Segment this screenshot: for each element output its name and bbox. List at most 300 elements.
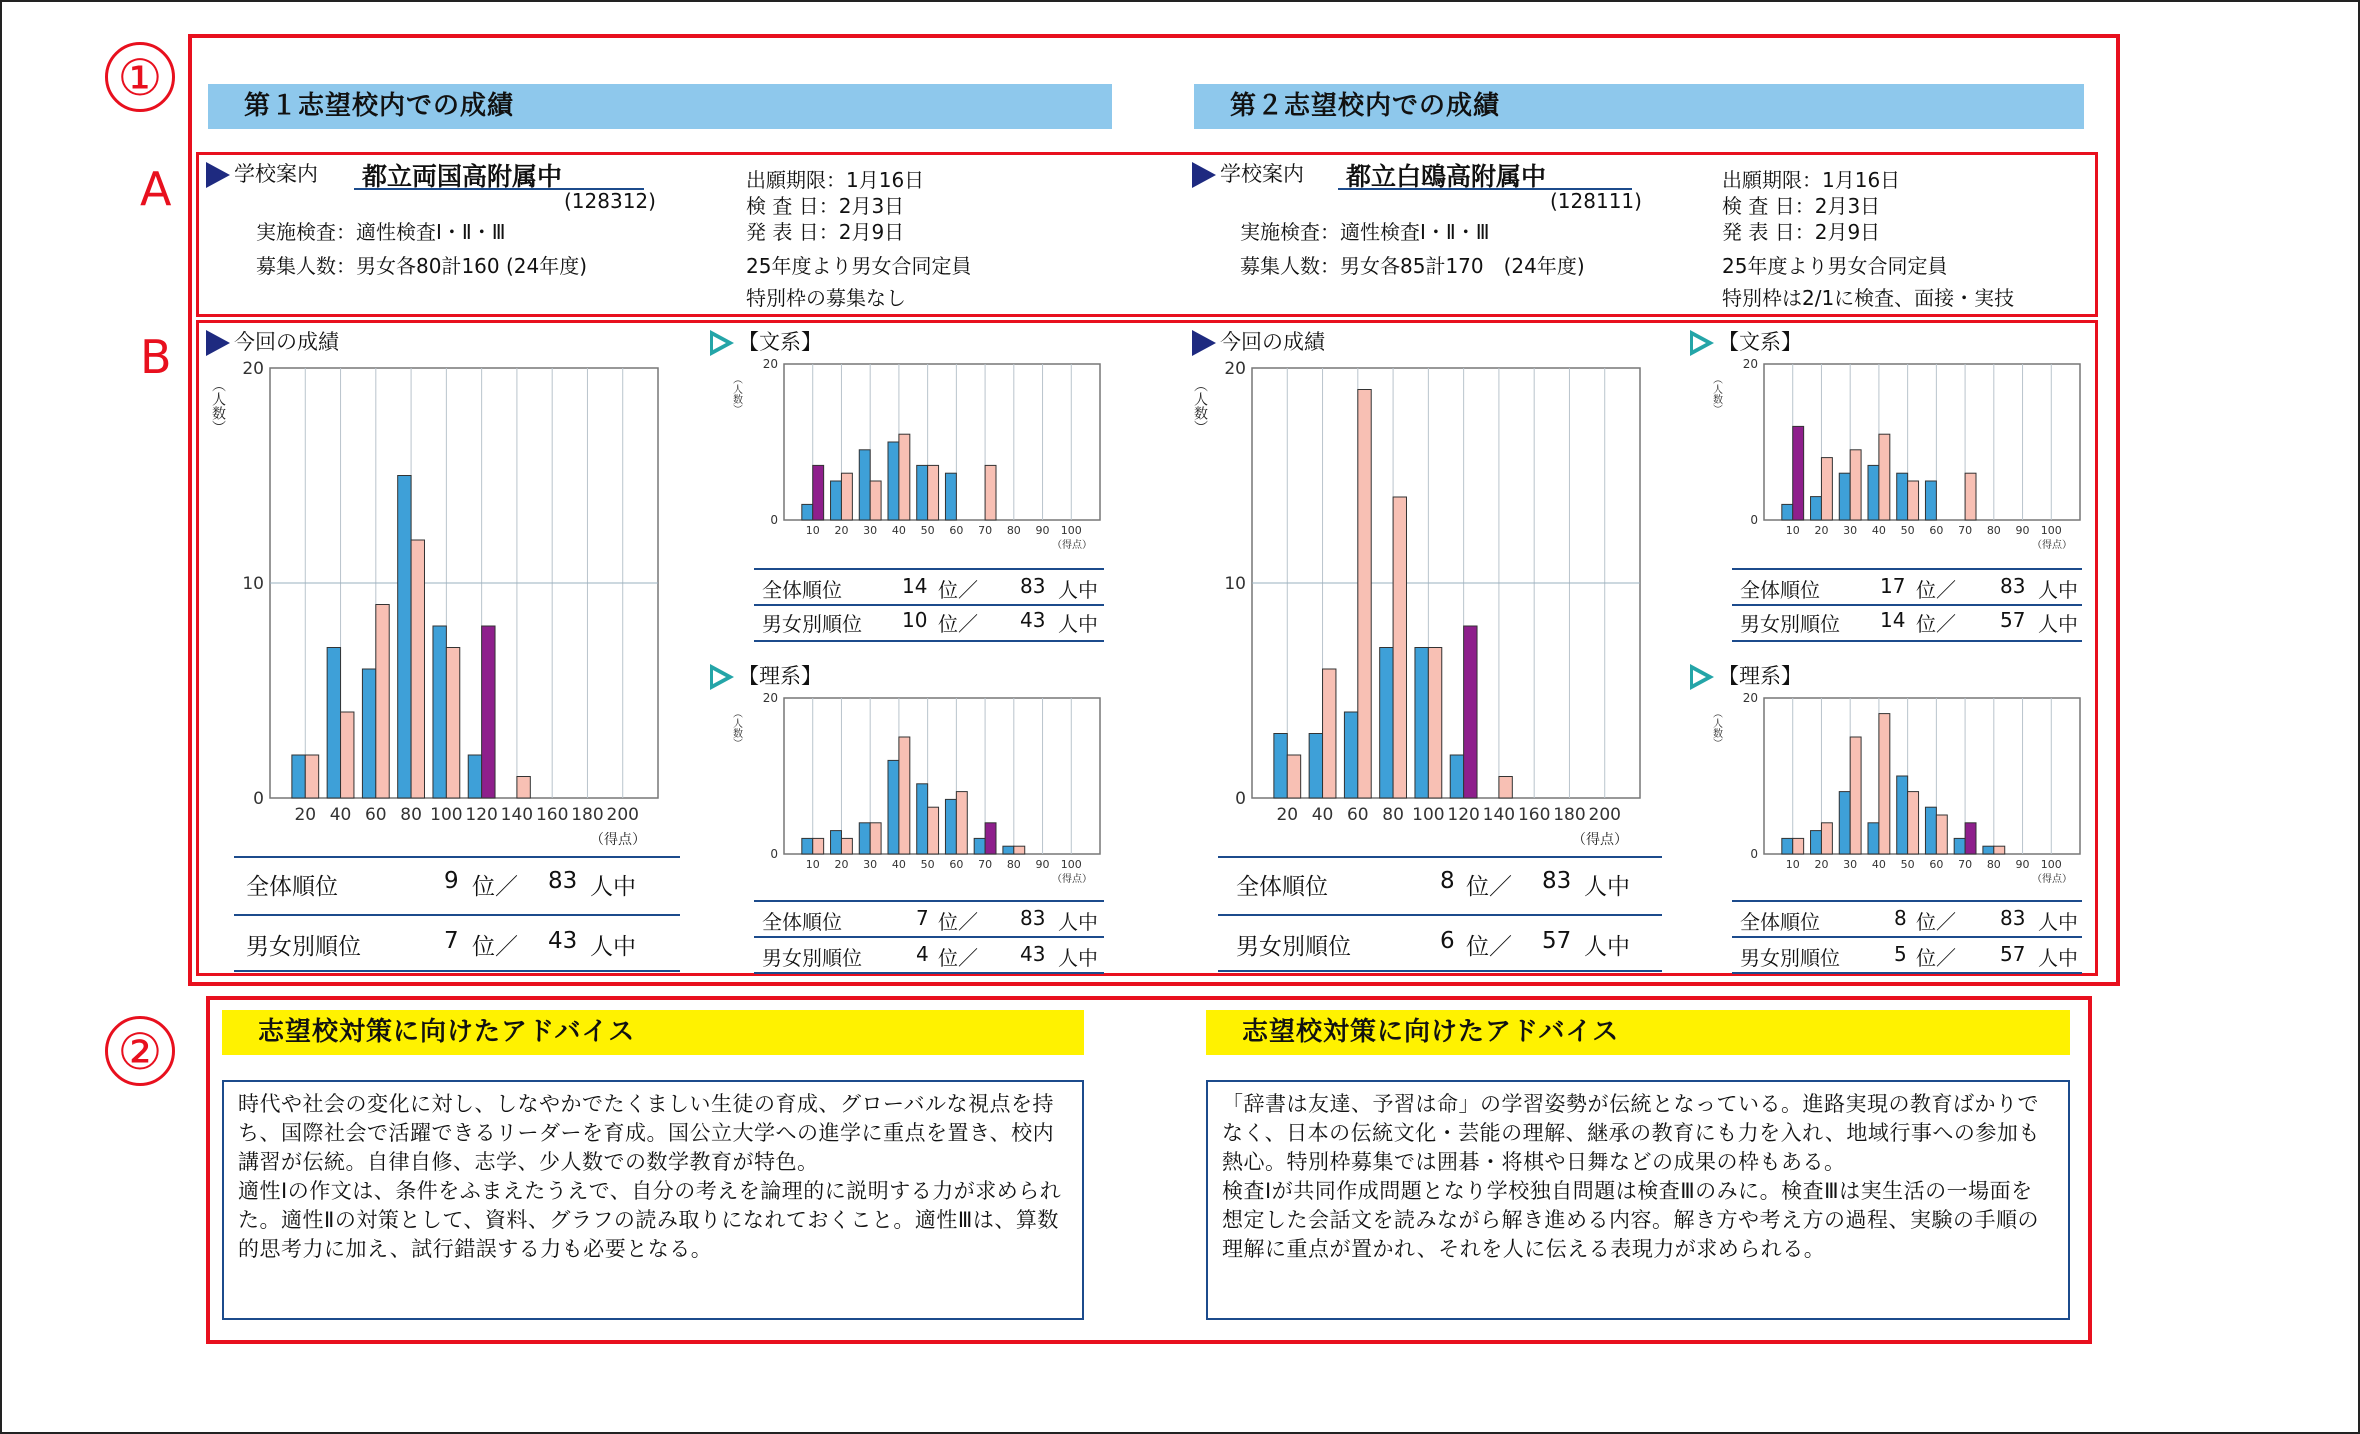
bar-pink xyxy=(1850,737,1861,854)
rank-suffix: 人中 xyxy=(1584,874,1630,900)
x-tick-label: 200 xyxy=(1588,805,1621,825)
bar-pink xyxy=(956,792,967,854)
bar-blue xyxy=(1868,465,1879,520)
school1-bunkei-rank-gender-label: 男女別順位 xyxy=(762,612,862,636)
triangle-marker-icon xyxy=(1192,162,1216,188)
school1-info-list xyxy=(746,167,971,311)
school1-rank-gender-total: 43 xyxy=(548,928,578,954)
bar-pink xyxy=(1879,434,1890,520)
bar-blue xyxy=(362,669,375,798)
x-tick-label: 100 xyxy=(1060,524,1082,537)
school2-bunkei-chart xyxy=(1706,356,2086,556)
school1-capacity-value: 男女各80計160 (24年度) xyxy=(356,254,588,278)
x-tick-label: 140 xyxy=(500,805,534,825)
x-tick-label: 100 xyxy=(430,805,463,825)
bar-blue xyxy=(1983,846,1994,854)
x-unit-label: （得点） xyxy=(1052,874,1092,885)
bar-blue xyxy=(1811,831,1822,854)
school2-rank-all-value: 8 xyxy=(1440,868,1455,894)
school1-result-title: 今回の成績 xyxy=(234,330,339,354)
x-tick-label: 40 xyxy=(1311,805,1334,825)
x-tick-label: 60 xyxy=(1346,805,1369,825)
school1-exam xyxy=(256,217,506,247)
y-tick-label: 0 xyxy=(1750,513,1758,527)
school2-info-list xyxy=(1722,167,2014,311)
info-line: 特別枠は2/1に検査、面接・実技 xyxy=(1722,286,2015,310)
y-tick-label: 0 xyxy=(1750,847,1758,861)
rank-divider xyxy=(234,856,680,858)
y-unit-label: （人数） xyxy=(1710,708,1722,748)
x-tick-label: 120 xyxy=(465,805,498,825)
rank-suffix: 人中 xyxy=(2038,946,2078,970)
school1-guide[interactable] xyxy=(206,158,318,188)
triangle-marker-icon xyxy=(206,330,230,356)
school2-rank-gender-value: 6 xyxy=(1440,928,1455,954)
x-tick-label: 30 xyxy=(1843,858,1858,871)
bar-pink xyxy=(1879,714,1890,854)
rank-suffix: 人中 xyxy=(1058,946,1098,970)
x-tick-label: 80 xyxy=(1986,524,2001,537)
bar-blue xyxy=(1415,648,1428,799)
bar-pink xyxy=(1965,473,1976,520)
school1-main-chart xyxy=(204,360,664,860)
x-tick-label: 80 xyxy=(1006,524,1021,537)
x-tick-label: 80 xyxy=(1382,805,1404,825)
school2-exam-label: 実施検査： xyxy=(1240,220,1340,244)
x-tick-label: 80 xyxy=(1986,858,2001,871)
school1-rikei-title: 【理系】 xyxy=(738,664,822,688)
school2-rikei-rank-all-total: 83 xyxy=(2000,906,2026,930)
x-unit-label: （得点） xyxy=(1052,540,1092,551)
school2-rank-all-total: 83 xyxy=(1542,868,1572,894)
y-tick-label: 10 xyxy=(1224,574,1246,594)
school1-bunkei-rank-all-label: 全体順位 xyxy=(762,578,842,602)
bar-blue xyxy=(1344,712,1357,798)
rank-divider xyxy=(754,604,1104,606)
x-tick-label: 160 xyxy=(1517,805,1551,825)
rank-divider xyxy=(754,568,1104,570)
bar-pink xyxy=(1936,815,1947,854)
bar-pink xyxy=(341,712,354,798)
x-tick-label: 50 xyxy=(1900,524,1915,537)
bar-highlight xyxy=(813,465,824,520)
bar-blue xyxy=(1839,792,1850,854)
school2-bunkei-rank-gender-value: 14 xyxy=(1880,608,1906,632)
x-tick-label: 80 xyxy=(400,805,422,825)
bar-blue xyxy=(398,476,411,799)
rank-suffix: 人中 xyxy=(2038,910,2078,934)
y-tick-label: 20 xyxy=(1742,357,1758,371)
x-unit-label: （得点） xyxy=(1572,832,1628,848)
school2-rank-all-label: 全体順位 xyxy=(1236,874,1328,900)
info-line: 発 表 日：2月9日 xyxy=(746,220,905,244)
bar-pink xyxy=(446,648,459,799)
triangle-outline-icon xyxy=(710,330,734,356)
y-tick-label: 20 xyxy=(762,357,778,371)
info-line: 検 査 日：2月3日 xyxy=(1722,194,1881,218)
x-tick-label: 40 xyxy=(329,805,352,825)
school1-rikei-rank-gender-label: 男女別順位 xyxy=(762,946,862,970)
school1-bunkei-title: 【文系】 xyxy=(738,330,822,354)
bar-pink xyxy=(928,465,939,520)
x-tick-label: 50 xyxy=(1900,858,1915,871)
rank-divider xyxy=(754,640,1104,642)
school2-advice-text: 「辞書は友達、予習は命」の学習姿勢が伝統となっている。進路実現の教育ばかりでなく、日本の伝統文化・芸能の理解、継承の教育にも力を入れ、地域行事への参加も熱心。特別枠募集では囲碁・将棋や日舞などの成果の枠もある。 検査Ⅰが共同作成問題となり学校独自問題は検査Ⅲのみに。検査Ⅲは実生活の一場面を想定した会話文を読みながら解き進める内容。解き方や考え方の過程、実験の手順の理解に重点が置かれ、それを人に伝える表現力が求められる。 xyxy=(1206,1080,2070,1320)
bar-pink xyxy=(1793,838,1804,854)
school1-code: (128312) xyxy=(564,189,656,213)
school1-exam-value: 適性検査Ⅰ・Ⅱ・Ⅲ xyxy=(356,220,506,244)
bar-blue xyxy=(1925,807,1936,854)
bar-blue xyxy=(917,465,928,520)
school2-main-chart xyxy=(1186,360,1646,860)
triangle-outline-icon xyxy=(1690,664,1714,690)
bar-pink xyxy=(1850,450,1861,520)
bar-pink xyxy=(517,777,530,799)
school1-bunkei-chart xyxy=(726,356,1106,556)
bar-highlight xyxy=(1965,823,1976,854)
rank-pos: 位／ xyxy=(938,910,978,934)
school2-guide[interactable] xyxy=(1192,158,1304,188)
triangle-marker-icon xyxy=(206,162,230,188)
school2-rikei-rank-all-value: 8 xyxy=(1894,906,1907,930)
section-number-2: ② xyxy=(105,1016,175,1086)
x-tick-label: 10 xyxy=(805,524,820,537)
bar-pink xyxy=(899,434,910,520)
x-tick-label: 20 xyxy=(834,524,849,537)
bar-blue xyxy=(292,755,305,798)
rank-pos: 位／ xyxy=(938,612,978,636)
school2-advice-title: 志望校対策に向けたアドバイス xyxy=(1206,1010,2070,1055)
x-tick-label: 30 xyxy=(863,524,878,537)
school1-bunkei-rank-gender-total: 43 xyxy=(1020,608,1046,632)
rank-divider xyxy=(1732,568,2082,570)
info-line: 出願期限：1月16日 xyxy=(1722,168,1901,192)
bar-blue xyxy=(468,755,481,798)
school2-capacity xyxy=(1240,251,1585,281)
x-tick-label: 80 xyxy=(1006,858,1021,871)
x-tick-label: 40 xyxy=(891,858,906,871)
rank-pos: 位／ xyxy=(1916,946,1956,970)
rank-pos: 位／ xyxy=(1916,578,1956,602)
bar-pink xyxy=(1994,846,2005,854)
school2-result-title: 今回の成績 xyxy=(1220,330,1325,354)
y-tick-label: 0 xyxy=(253,789,264,809)
bar-blue xyxy=(1782,504,1793,520)
school2-rikei-rank-gender-label: 男女別順位 xyxy=(1740,946,1840,970)
school2-exam-value: 適性検査Ⅰ・Ⅱ・Ⅲ xyxy=(1340,220,1490,244)
bar-blue xyxy=(1380,648,1393,799)
x-tick-label: 30 xyxy=(1843,524,1858,537)
bar-blue xyxy=(917,784,928,854)
section-number-1: ① xyxy=(105,42,175,112)
bar-blue xyxy=(1450,755,1463,798)
school1-name: 都立両国高附属中 xyxy=(362,162,563,191)
x-tick-label: 10 xyxy=(1785,524,1800,537)
rank-pos: 位／ xyxy=(1916,612,1956,636)
triangle-outline-icon xyxy=(1690,330,1714,356)
rank-suffix: 人中 xyxy=(2038,578,2078,602)
rank-pos: 位／ xyxy=(938,946,978,970)
label-b: B xyxy=(140,330,172,384)
x-tick-label: 60 xyxy=(1929,524,1944,537)
bar-blue xyxy=(327,648,340,799)
x-unit-label: （得点） xyxy=(2032,540,2072,551)
x-tick-label: 90 xyxy=(1035,524,1050,537)
bar-blue xyxy=(1868,823,1879,854)
rank-suffix: 人中 xyxy=(1058,910,1098,934)
x-tick-label: 20 xyxy=(1814,858,1829,871)
bar-blue xyxy=(1839,473,1850,520)
bar-pink xyxy=(870,823,881,854)
bar-pink xyxy=(1287,755,1300,798)
y-tick-label: 20 xyxy=(1224,360,1246,379)
school1-rikei-rank-gender-total: 43 xyxy=(1020,942,1046,966)
x-tick-label: 120 xyxy=(1447,805,1480,825)
bar-pink xyxy=(928,807,939,854)
school2-code: (128111) xyxy=(1550,189,1642,213)
school2-bunkei-rank-all-label: 全体順位 xyxy=(1740,578,1820,602)
info-line: 特別枠の募集なし xyxy=(746,286,906,310)
bar-blue xyxy=(433,626,446,798)
bar-pink xyxy=(985,465,996,520)
x-tick-label: 180 xyxy=(1553,805,1586,825)
school1-band-title: 第１志望校内での成績 xyxy=(208,84,1112,129)
school1-rikei-rank-all-value: 7 xyxy=(916,906,929,930)
bar-pink xyxy=(1014,846,1025,854)
y-unit-label: （人数） xyxy=(730,374,742,414)
bar-blue xyxy=(859,450,870,520)
school1-rank-all-total: 83 xyxy=(548,868,578,894)
rank-divider xyxy=(1732,604,2082,606)
school1-bunkei-rank-all-total: 83 xyxy=(1020,574,1046,598)
bar-highlight xyxy=(1464,626,1477,798)
x-tick-label: 50 xyxy=(920,524,935,537)
y-tick-label: 0 xyxy=(770,513,778,527)
bar-highlight xyxy=(1793,426,1804,520)
bar-pink xyxy=(1908,792,1919,854)
info-line: 発 表 日：2月9日 xyxy=(1722,220,1881,244)
x-tick-label: 200 xyxy=(606,805,639,825)
rank-suffix: 人中 xyxy=(2038,612,2078,636)
bar-blue xyxy=(802,838,813,854)
bar-pink xyxy=(841,473,852,520)
rank-divider xyxy=(754,936,1104,938)
x-tick-label: 30 xyxy=(863,858,878,871)
bar-pink xyxy=(411,540,424,798)
school2-rikei-rank-all-label: 全体順位 xyxy=(1740,910,1820,934)
school2-rikei-rank-gender-value: 5 xyxy=(1894,942,1907,966)
x-tick-label: 70 xyxy=(1958,858,1973,871)
bar-pink xyxy=(870,481,881,520)
bar-blue xyxy=(1954,838,1965,854)
x-tick-label: 100 xyxy=(2040,524,2062,537)
x-tick-label: 100 xyxy=(1060,858,1082,871)
school2-rikei-rank-gender-total: 57 xyxy=(2000,942,2026,966)
bar-pink xyxy=(1358,390,1371,799)
bar-blue xyxy=(802,504,813,520)
x-tick-label: 60 xyxy=(364,805,387,825)
x-tick-label: 70 xyxy=(1958,524,1973,537)
school1-capacity-label: 募集人数： xyxy=(256,254,356,278)
x-tick-label: 60 xyxy=(949,858,964,871)
school1-rank-all-value: 9 xyxy=(444,868,459,894)
school2-name: 都立白鴎高附属中 xyxy=(1346,162,1547,191)
bar-pink xyxy=(813,838,824,854)
rank-divider xyxy=(1732,936,2082,938)
x-tick-label: 160 xyxy=(535,805,569,825)
rank-divider xyxy=(754,972,1104,974)
rank-pos: 位／ xyxy=(472,934,518,960)
bar-blue xyxy=(1811,497,1822,520)
x-unit-label: （得点） xyxy=(2032,874,2072,885)
school1-rank-gender-value: 7 xyxy=(444,928,459,954)
school2-bunkei-heading xyxy=(1690,326,1802,356)
school2-capacity-label: 募集人数： xyxy=(1240,254,1340,278)
rank-divider xyxy=(1732,972,2082,974)
y-tick-label: 0 xyxy=(1235,789,1246,809)
rank-suffix: 人中 xyxy=(590,934,636,960)
x-tick-label: 10 xyxy=(1785,858,1800,871)
bar-highlight xyxy=(985,823,996,854)
y-tick-label: 20 xyxy=(242,360,264,379)
school2-rikei-title: 【理系】 xyxy=(1718,664,1802,688)
rank-divider xyxy=(1218,970,1662,972)
label-a: A xyxy=(140,162,172,216)
x-tick-label: 90 xyxy=(1035,858,1050,871)
x-tick-label: 20 xyxy=(1814,524,1829,537)
x-tick-label: 40 xyxy=(1871,524,1886,537)
x-tick-label: 40 xyxy=(1871,858,1886,871)
bar-pink xyxy=(899,737,910,854)
info-line: 検 査 日：2月3日 xyxy=(746,194,905,218)
school1-exam-label: 実施検査： xyxy=(256,220,356,244)
bar-pink xyxy=(1821,458,1832,520)
y-tick-label: 10 xyxy=(242,574,264,594)
x-tick-label: 20 xyxy=(834,858,849,871)
bar-pink xyxy=(1499,777,1512,799)
rank-divider xyxy=(234,970,680,972)
y-tick-label: 20 xyxy=(762,691,778,705)
x-tick-label: 50 xyxy=(920,858,935,871)
y-unit-label: （人数） xyxy=(210,378,226,434)
bar-blue xyxy=(831,831,842,854)
school1-rank-gender-label: 男女別順位 xyxy=(246,934,361,960)
rank-suffix: 人中 xyxy=(1584,934,1630,960)
x-tick-label: 140 xyxy=(1482,805,1516,825)
rank-pos: 位／ xyxy=(1916,910,1956,934)
rank-pos: 位／ xyxy=(472,874,518,900)
x-unit-label: （得点） xyxy=(590,832,646,848)
school2-bunkei-title: 【文系】 xyxy=(1718,330,1802,354)
bar-blue xyxy=(1309,734,1322,799)
bar-blue xyxy=(1274,734,1287,799)
y-unit-label: （人数） xyxy=(1192,378,1208,434)
school2-band-title: 第２志望校内での成績 xyxy=(1194,84,2084,129)
rank-divider xyxy=(1218,856,1662,858)
x-tick-label: 180 xyxy=(571,805,604,825)
x-tick-label: 60 xyxy=(949,524,964,537)
school1-advice-title: 志望校対策に向けたアドバイス xyxy=(222,1010,1084,1055)
x-tick-label: 60 xyxy=(1929,858,1944,871)
info-line: 25年度より男女合同定員 xyxy=(746,254,972,278)
x-tick-label: 100 xyxy=(1412,805,1445,825)
school1-guide-label: 学校案内 xyxy=(234,162,318,186)
y-tick-label: 20 xyxy=(1742,691,1758,705)
school2-rank-gender-total: 57 xyxy=(1542,928,1572,954)
school1-rikei-rank-all-label: 全体順位 xyxy=(762,910,842,934)
school2-guide-label: 学校案内 xyxy=(1220,162,1304,186)
x-tick-label: 40 xyxy=(891,524,906,537)
bar-pink xyxy=(1428,648,1441,799)
school1-rank-all-label: 全体順位 xyxy=(246,874,338,900)
bar-blue xyxy=(1897,776,1908,854)
school2-rikei-chart xyxy=(1706,690,2086,890)
rank-divider xyxy=(1732,900,2082,902)
bar-blue xyxy=(945,473,956,520)
rank-suffix: 人中 xyxy=(1058,612,1098,636)
info-line: 25年度より男女合同定員 xyxy=(1722,254,1948,278)
x-tick-label: 10 xyxy=(805,858,820,871)
x-tick-label: 70 xyxy=(978,524,993,537)
school1-bunkei-heading xyxy=(710,326,822,356)
rank-pos: 位／ xyxy=(1466,934,1512,960)
bar-blue xyxy=(831,481,842,520)
school2-result-heading xyxy=(1192,326,1325,356)
school2-rank-gender-label: 男女別順位 xyxy=(1236,934,1351,960)
school2-exam xyxy=(1240,217,1490,247)
y-unit-label: （人数） xyxy=(730,708,742,748)
bar-pink xyxy=(1821,823,1832,854)
bar-pink xyxy=(1908,481,1919,520)
school2-rikei-heading xyxy=(1690,660,1802,690)
school2-bunkei-rank-all-value: 17 xyxy=(1880,574,1906,598)
bar-pink xyxy=(305,755,318,798)
x-tick-label: 20 xyxy=(294,805,317,825)
triangle-outline-icon xyxy=(710,664,734,690)
school2-bunkei-rank-gender-label: 男女別順位 xyxy=(1740,612,1840,636)
bar-blue xyxy=(888,760,899,854)
x-tick-label: 70 xyxy=(978,858,993,871)
x-tick-label: 90 xyxy=(2015,858,2030,871)
school1-capacity xyxy=(256,251,587,281)
bar-highlight xyxy=(482,626,495,798)
school2-capacity-value: 男女各85計170 (24年度) xyxy=(1340,254,1585,278)
bar-pink xyxy=(376,605,389,799)
school1-advice-text: 時代や社会の変化に対し、しなやかでたくましい生徒の育成、グローバルな視点を持ち、国際社会で活躍できるリーダーを育成。国公立大学への進学に重点を置き、校内講習が伝統。自律自修、志学、少人数での数学教育が特色。 適性Ⅰの作文は、条件をふまえたうえで、自分の考えを論理的に説明する力が求められた。適性Ⅱの対策として、資料、グラフの読み取りになれておくこと。適性Ⅲは、算数的思考力に加え、試行錯誤する力も必要となる。 xyxy=(222,1080,1084,1320)
school1-rikei-chart xyxy=(726,690,1106,890)
bar-blue xyxy=(1897,473,1908,520)
bar-pink xyxy=(1323,669,1336,798)
bar-blue xyxy=(1003,846,1014,854)
school1-rikei-rank-all-total: 83 xyxy=(1020,906,1046,930)
rank-suffix: 人中 xyxy=(590,874,636,900)
y-tick-label: 0 xyxy=(770,847,778,861)
rank-divider xyxy=(1218,914,1662,916)
bar-blue xyxy=(974,838,985,854)
x-tick-label: 100 xyxy=(2040,858,2062,871)
school1-rikei-rank-gender-value: 4 xyxy=(916,942,929,966)
rank-suffix: 人中 xyxy=(1058,578,1098,602)
school1-result-heading xyxy=(206,326,339,356)
bar-pink xyxy=(841,838,852,854)
school1-bunkei-rank-all-value: 14 xyxy=(902,574,928,598)
bar-blue xyxy=(1925,481,1936,520)
info-line: 出願期限：1月16日 xyxy=(746,168,925,192)
rank-pos: 位／ xyxy=(1466,874,1512,900)
y-unit-label: （人数） xyxy=(1710,374,1722,414)
bar-pink xyxy=(1393,497,1406,798)
rank-pos: 位／ xyxy=(938,578,978,602)
